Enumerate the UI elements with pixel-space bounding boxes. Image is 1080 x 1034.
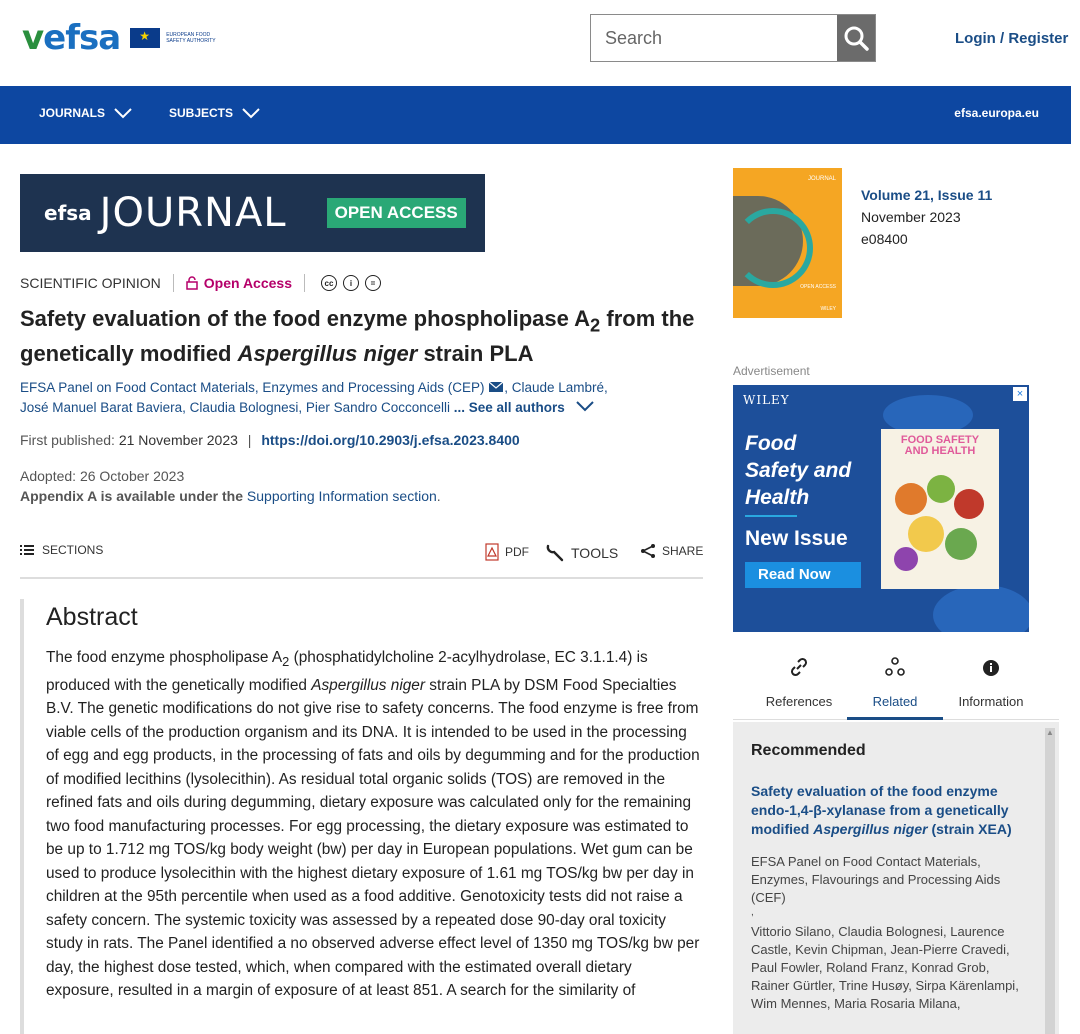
pdf-label: PDF [505,545,529,559]
nav-subjects[interactable] [169,106,261,120]
chevron-down-icon [241,107,261,119]
article-toolbar [20,541,703,579]
supporting-info-link[interactable]: Supporting Information section [246,488,437,504]
banner-journal: JOURNAL [99,190,287,236]
share-button[interactable] [640,543,703,559]
list-icon [20,544,34,556]
ad-brand: WILEY [743,393,790,407]
issue-info [861,184,992,250]
nav-subjects-label: SUBJECTS [169,106,234,120]
cover-open-access: OPEN ACCESS [800,284,836,290]
sections-button[interactable] [20,543,103,557]
tab-label: Information [958,694,1024,709]
rec-authors-panel: EFSA Panel on Food Contact Materials, Enzymes, Flavourings and Processing Aids (CEF) [751,854,1001,905]
tab-label: Related [872,694,918,709]
tab-related[interactable] [847,656,943,720]
divider [304,274,305,292]
pdf-button[interactable] [485,543,529,561]
unlock-icon [186,276,198,290]
recommended-panel [733,722,1059,1034]
first-published-date: 21 November 2023 [118,432,238,448]
tools-label: TOOLS [571,545,619,561]
creative-commons-badges[interactable] [321,275,381,291]
rec-link-species: Aspergillus niger [813,821,928,837]
search-box [590,14,876,62]
recommended-title: Recommended [751,742,866,759]
abstract-heading: Abstract [46,603,138,631]
share-label: SHARE [662,544,704,558]
envelope-icon[interactable] [488,381,504,393]
nav-journals[interactable] [39,106,133,120]
tools-button[interactable] [545,543,618,563]
author-link[interactable]: José Manuel Barat Baviera, Claudia Bolognesi, Pier Sandro Cocconcelli [20,400,450,415]
by-icon: i [343,275,359,291]
sidebar-tabs [733,656,1059,720]
ad-rule [745,515,797,517]
page-title [20,304,710,368]
link-icon [789,657,809,677]
title-text: strain PLA [417,341,534,367]
abstract-text [46,646,703,1003]
share-icon [640,543,656,559]
open-access-label: Open Access [203,275,292,291]
advertisement-banner[interactable] [733,385,1029,632]
separator: | [247,432,252,448]
abstract-text-part: strain PLA by DSM Food Specialties B.V. The genetic modifications do not give rise to safety concerns. The food enzyme is free from viable cells of the production organism and its DNA. It is intended to be used in the processing of egg and egg products, in the processing of fats and oils by degumming and for the production of modified lecithins (lysolecithin). As residual total organic solids (TOS) are removed in the refined fats and oils during degumming, dietary exposure was calculated only for the remaining two food manufacturing processes. For egg processing, the dietary exposure was estimated to be up to 1.712 mg TOS/kg body weight (bw) per day in European populations. Wet gum can be used to produce lysolecithin with the highest dietary exposure of 1.61 mg TOS/kg bw per day in children at the 95th percentile when used as a food additive. Genotoxicity tests did not raise a safety concern. The systemic toxicity was assessed by a repeated dose 90-day oral toxicity study in rats. The Panel identified a no observed adverse effect level of 1350 mg TOS/kg bw per day, the highest dose tested, which, when compared with the estimated overall dietary exposure, resulted in a margin of exposure of at least 851. A search for the similarity of [46,676,700,1000]
site-header [0,0,1080,86]
abstract-text-part: The food enzyme phospholipase A [46,649,283,666]
sections-label: SECTIONS [42,543,104,557]
info-icon [982,659,1000,677]
see-all-authors[interactable]: ... See all authors [453,400,565,415]
main-navbar [0,86,1071,144]
volume-issue-link[interactable]: Volume 21, Issue 11 [861,187,993,203]
tab-label: References [765,694,833,709]
recommended-article-link[interactable] [751,782,1026,839]
doi-link[interactable]: https://doi.org/10.2903/j.efsa.2023.8400 [261,432,520,448]
rec-link-text: -xylanase from a genetically modified [751,802,1009,837]
issue-date: November 2023 [861,209,961,225]
rec-link-beta: β [813,802,822,818]
recommended-scrollbar[interactable] [1045,728,1055,1034]
article-eid: e08400 [861,231,908,247]
abstract-text-part: (phosphatidylcholine 2-acylhydrolase, EC 3.1.1.4) is produced with the genetically modified [46,649,648,694]
ad-book-illustration [881,459,999,589]
adopted-info [20,466,441,506]
title-species: Aspergillus niger [237,341,418,367]
efsa-logo-text: vefsa [22,18,121,58]
cover-arc [733,208,813,288]
login-register-link[interactable]: Login / Register [955,30,1069,47]
nav-journals-label: JOURNALS [39,106,106,120]
recommended-authors [751,853,1026,1013]
appendix-end: . [436,488,441,504]
eu-flag-icon [130,28,160,48]
adopted-date: Adopted: 26 October 2023 [20,468,185,484]
author-list [20,378,700,418]
cover-wiley: WILEY [820,306,836,312]
journal-banner[interactable] [20,174,485,252]
publication-info [20,432,520,448]
banner-efsa: efsa [44,201,92,225]
appendix-text: Appendix A is available under the [20,488,244,504]
eu-label: EUROPEAN FOOD SAFETY AUTHORITY [166,32,216,44]
ad-book-title [887,435,993,457]
article-meta-row [20,274,381,292]
ad-book-title-line: FOOD SAFETY [900,434,980,446]
ad-headline-line: Health [745,486,810,509]
ad-read-now-button[interactable]: Read Now [745,562,861,588]
first-published-label: First published: [20,432,115,448]
abstract-species: Aspergillus niger [311,676,425,694]
ad-headline-line: Food [745,432,797,455]
chevron-down-icon [113,107,133,119]
journal-cover[interactable] [733,168,842,318]
title-text: Safety evaluation of the food enzyme phospholipase A [20,306,591,331]
advertisement-label: Advertisement [733,364,810,378]
search-input[interactable] [591,15,837,61]
tab-information[interactable] [943,656,1039,709]
banner-open-access: OPEN ACCESS [327,198,466,228]
scroll-up-icon[interactable]: ▲ [1046,728,1054,737]
abstract-section [20,599,703,1034]
search-button[interactable] [837,15,875,61]
cover-journal: JOURNAL [807,176,836,182]
ad-headline [745,430,851,511]
efsa-site-link[interactable]: efsa.europa.eu [954,106,1039,120]
nd-icon: = [365,275,381,291]
rec-link-text: Safety evaluation of the food enzyme endo-1,4- [751,783,998,818]
ad-close-icon[interactable]: × [1013,387,1027,401]
ad-new-issue: New Issue [745,527,848,550]
divider [173,274,174,292]
ad-book-cover [881,429,999,589]
abstract-subscript: 2 [282,654,290,670]
tab-references[interactable] [751,656,847,709]
ad-headline-line: Safety and [745,459,852,482]
open-access-badge [186,275,292,291]
title-text: from the genetically modified [20,306,695,367]
efsa-logo[interactable] [22,18,226,58]
author-link[interactable]: EFSA Panel on Food Contact Materials, Enzymes and Processing Aids (CEP) [20,380,485,395]
cc-icon: cc [321,275,337,291]
search-icon [843,25,869,51]
rec-authors-comma: , [751,907,754,918]
rec-authors-names: Vittorio Silano, Claudia Bolognesi, Laurence Castle, Kevin Chipman, Jean-Pierre Cravedi, Paul Fowler, Roland Franz, Konrad Grob, Rainer Gürtler, Trine Husøy, Sirpa Kärenlampi, Wim Mennes, Maria Rosaria Milana, [751,924,1019,1011]
article-type: SCIENTIFIC OPINION [20,275,161,291]
wrench-icon [545,543,565,563]
related-icon [885,657,905,677]
ad-decoration [933,585,1029,632]
ad-book-title-line: AND HEALTH [904,445,976,457]
rec-link-text: (strain XEA) [927,821,1012,837]
author-link[interactable]: , Claude Lambré, [504,380,608,395]
chevron-down-icon[interactable] [575,400,595,412]
title-subscript: 2 [590,314,601,336]
pdf-icon [485,543,499,561]
